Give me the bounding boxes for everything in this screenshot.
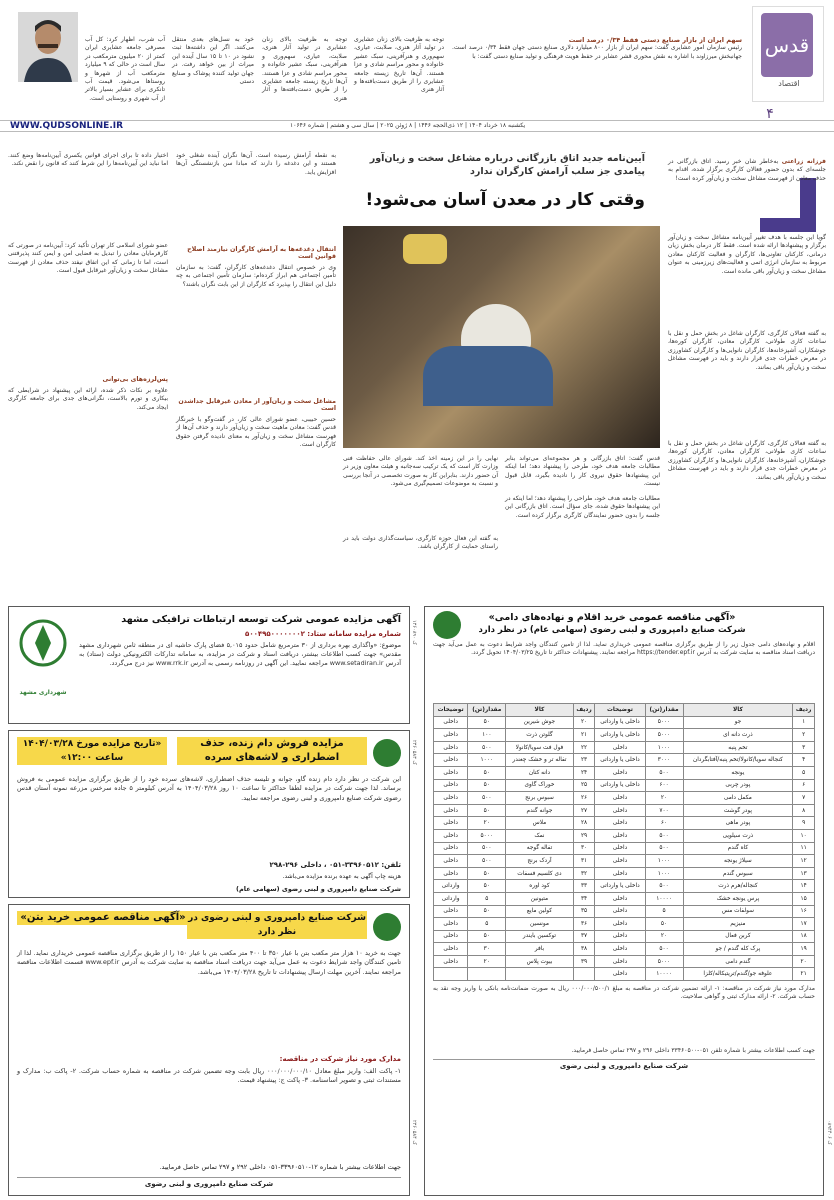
table-cell: ۱۶ bbox=[793, 905, 815, 918]
table-cell: ۲۰ bbox=[645, 792, 683, 805]
table-cell: ۳۰ bbox=[468, 943, 506, 956]
table-row bbox=[434, 892, 815, 905]
table-cell: داخلی bbox=[595, 955, 645, 968]
table-cell: ۵۰ bbox=[468, 930, 506, 943]
table-cell: ذرت دانه ای bbox=[683, 729, 793, 742]
table-header: ردیف bbox=[793, 704, 815, 717]
table-cell: ۹ bbox=[793, 817, 815, 830]
table-cell: داخلی bbox=[595, 968, 645, 981]
table-cell: پودر چربی bbox=[683, 779, 793, 792]
dateline: یکشنبه ۱۸ خرداد ۱۴۰۴ | ۱۲ ذی‌الحجه ۱۴۴۶ | ۸ ژوئن ۲۰۲۵ | سال سی و هشتم | شماره ۱۰۶۴۶ bbox=[290, 122, 526, 129]
table-row bbox=[434, 842, 815, 855]
table-cell: ۵۰۰ bbox=[468, 741, 506, 754]
table-cell: ۱۴ bbox=[793, 880, 815, 893]
table-cell: داخلی bbox=[434, 729, 468, 742]
table-cell: علوفه جو/گندم/تریتیکاله/کلزا bbox=[683, 968, 793, 981]
table-cell: ۲ bbox=[793, 729, 815, 742]
table-cell bbox=[573, 968, 595, 981]
company-emblem-3 bbox=[373, 913, 401, 941]
tender-signature: شرکت صنایع دامپروری و لبنی رضوی bbox=[433, 1059, 815, 1070]
table-cell: تخم پنبه bbox=[683, 741, 793, 754]
table-cell: ۵۰۰ bbox=[645, 842, 683, 855]
table-cell: ۵۰ bbox=[645, 918, 683, 931]
table-cell bbox=[506, 968, 573, 981]
table-cell: خوراک گاوی bbox=[506, 779, 573, 792]
table-cell: ۵۰۰ bbox=[645, 829, 683, 842]
table-cell: گلوتن ذرت bbox=[506, 729, 573, 742]
table-cell: کود اوره bbox=[506, 880, 573, 893]
concrete-body: جهت به خرید ۱۰ هزار متر مکعب بتن با عیار ۳۵۰ تا ۴۰۰ متر مکعب بتن با عیار ۱۵۰ را از طریق برگزاری مناقصه عمومی خریداری نماید. لذا از تامین کنندگان واجد شرایط دعوت به عمل می‌آید جهت دریافت اسناد مناقصه به سایت شرکت به آدرس www.epf.ir قسمت اطلاعات مناقصه مراجعه نمایند. آخرین مهلت ارسال پیشنهادات تا تاریخ ۱۴۰۴/۰۳/۲۸ می‌باشد. bbox=[17, 949, 402, 976]
top-news-lead: سهم ایران از بازار صنایع دستی فقط ۰/۳۴ درصد است bbox=[568, 36, 742, 44]
table-cell: ۲۶ bbox=[573, 792, 595, 805]
table-cell: وارداتی bbox=[434, 892, 468, 905]
table-row bbox=[434, 968, 815, 981]
shirt bbox=[423, 346, 553, 406]
table-cell: ۲۰ bbox=[468, 817, 506, 830]
table-cell: داخلی bbox=[434, 955, 468, 968]
table-cell: داخلی یا وارداتی bbox=[595, 729, 645, 742]
table-cell: داخلی bbox=[434, 766, 468, 779]
article-col5-p1: اختیار داده تا برای اجرای قوانین یکسری آیین‌نامه‌ها وضع کنند. اما نباید این آیین‌نامه‌ها را این شرط کنند که قانون را نقض نکند. bbox=[8, 152, 168, 168]
table-cell: جوانه گندم bbox=[506, 804, 573, 817]
table-cell: ۳۵ bbox=[573, 905, 595, 918]
table-cell: ۲۸ bbox=[573, 817, 595, 830]
table-row bbox=[434, 792, 815, 805]
table-cell: ۶۰۰ bbox=[645, 779, 683, 792]
table-cell: تفاله تر و خشک چغندر bbox=[506, 754, 573, 767]
table-cell: ۱۰۰۰ bbox=[645, 855, 683, 868]
table-cell: داخلی bbox=[434, 918, 468, 931]
sale-contact: تلفن: ۳۳۹۶۰۵۱۲-۰۵۱ ، داخلی ۲۹۶-۲۹۸ bbox=[269, 861, 401, 869]
table-cell: ۱۰ bbox=[793, 829, 815, 842]
table-cell bbox=[468, 968, 506, 981]
table-cell: سبوس برنج bbox=[506, 792, 573, 805]
table-row bbox=[434, 779, 815, 792]
table-cell: ۳۰ bbox=[573, 842, 595, 855]
table-cell: داخلی bbox=[595, 817, 645, 830]
article-col4-p3: حسین حبیبی، عضو شورای عالی کار، در گفت‌وگو با خبرنگار قدس گفت: معادن ماهیت سخت و زیان‌آور دارند و حذف آن‌ها از فهرست مشاغل سخت و زیان‌آور به معنای نادیده گرفتن حقوق کارگران است. bbox=[176, 416, 336, 449]
concrete-doc-title: مدارک مورد نیاز شرکت در مناقصه: bbox=[279, 1055, 401, 1063]
table-cell: ۵۰۰۰ bbox=[468, 829, 506, 842]
table-header: ردیف bbox=[573, 704, 595, 717]
concrete-code: ک ۲۳۶۰۵۸۴ bbox=[411, 1120, 417, 1145]
table-cell: ۲۰ bbox=[793, 955, 815, 968]
table-cell: داخلی bbox=[434, 804, 468, 817]
table-cell: ۵۰۰۰ bbox=[645, 955, 683, 968]
table-cell: ۱۸ bbox=[793, 930, 815, 943]
table-cell: ۵ bbox=[468, 918, 506, 931]
table-cell: ۱۳ bbox=[793, 867, 815, 880]
miner-photo bbox=[343, 226, 660, 448]
tender-code: ک ۰۸۹۴۴۰۶ bbox=[826, 1120, 832, 1145]
article-col-5 bbox=[8, 152, 168, 588]
table-cell: سولفات مس bbox=[683, 905, 793, 918]
table-header: مقدار(تن) bbox=[645, 704, 683, 717]
table-cell: ۱۲ bbox=[793, 855, 815, 868]
mashhad-ref: شماره مزایده سامانه ستاد: ۵۰۰۴۹۵۰۰۰۰۰۰۰۲ bbox=[245, 630, 401, 638]
table-cell: داخلی bbox=[595, 829, 645, 842]
table-cell: ۲۰ bbox=[573, 716, 595, 729]
table-row bbox=[434, 804, 815, 817]
logo-mark: قدس bbox=[761, 13, 813, 77]
table-cell: ۶ bbox=[793, 779, 815, 792]
table-cell: داخلی bbox=[595, 741, 645, 754]
table-cell: ۵۰ bbox=[468, 716, 506, 729]
table-row bbox=[434, 955, 815, 968]
table-cell: داخلی bbox=[595, 855, 645, 868]
table-cell: داخلی bbox=[434, 779, 468, 792]
table-cell: داخلی یا وارداتی bbox=[595, 880, 645, 893]
tender-company: شرکت صنایع دامپروری و لبنی رضوی (سهامی عام) در نظر دارد bbox=[478, 625, 746, 635]
table-cell: داخلی bbox=[434, 792, 468, 805]
table-header: کالا bbox=[506, 704, 573, 717]
article-subhead-3: پس‌لرزه‌های بی‌توانی bbox=[102, 376, 168, 383]
table-cell: متیونین bbox=[506, 892, 573, 905]
helmet bbox=[461, 304, 531, 350]
table-cell: ۸ bbox=[793, 804, 815, 817]
table-cell: تفاله گوجه bbox=[506, 842, 573, 855]
company-emblem-2 bbox=[373, 739, 401, 767]
table-cell: ۲۰ bbox=[468, 955, 506, 968]
table-cell: جو bbox=[683, 716, 793, 729]
table-cell: ۳۸ bbox=[573, 943, 595, 956]
table-cell: فول فت سویا/کانولا bbox=[506, 741, 573, 754]
table-cell: داخلی bbox=[434, 829, 468, 842]
ad-livestock-sale bbox=[8, 730, 410, 898]
table-row bbox=[434, 930, 815, 943]
table-cell: داخلی bbox=[595, 930, 645, 943]
table-cell: داخلی bbox=[434, 817, 468, 830]
article-col2-p1: قدس گفت: اتاق بازرگانی و هر مجموعه‌ای می‌تواند بنابر مطالبات جامعه هدف خود، طرحی را پیشنهاد دهد؛ اما اینکه این پیشنهادها حقوق نیروی کار را نادیده بگیرد، قابل قبول نیست. bbox=[505, 455, 660, 488]
table-cell: ۲۱ bbox=[793, 968, 815, 981]
table-cell: ۳۴ bbox=[573, 892, 595, 905]
company-emblem bbox=[433, 611, 461, 639]
table-cell: یونجه bbox=[683, 766, 793, 779]
table-cell: ۲۹ bbox=[573, 829, 595, 842]
mashhad-logo-text: شهرداری مشهد bbox=[19, 689, 67, 696]
table-cell: ۵۰۰ bbox=[468, 842, 506, 855]
website-url[interactable]: WWW.QUDSONLINE.IR bbox=[10, 121, 124, 131]
sale-signature: شرکت صنایع دامپروری و لبنی رضوی (سهامی عام) bbox=[236, 885, 401, 893]
table-cell: جوش شیرین bbox=[506, 716, 573, 729]
table-cell: ۳۰۰۰ bbox=[645, 754, 683, 767]
ad-concrete-tender bbox=[8, 904, 410, 1196]
mashhad-title: آگهی مزایده عمومی شرکت توسعه ارتباطات ترافیکی مشهد bbox=[121, 614, 401, 625]
table-cell: داخلی یا وارداتی bbox=[595, 716, 645, 729]
table-header: مقدار(تن) bbox=[468, 704, 506, 717]
concrete-docs: ۱- پاکت الف: واریز مبلغ معادل ۰۰۰/۰۰۰/۰۰۰/۱۰ ریال بابت وجه تضمین شرکت در مناقصه به شماره حساب شرکت. ۲- پاکت ب: مدارک و مستندات ثبتی و تصویر اساسنامه. ۳- پاکت ج: پیشنهاد قیمت. bbox=[17, 1067, 401, 1085]
table-cell: داخلی bbox=[595, 867, 645, 880]
article-kicker: آیین‌نامه جدید اتاق بازرگانی درباره مشاغل سخت و زیان‌آور پیامدی جز سلب آرامش کارگران ندارد bbox=[369, 153, 645, 177]
concrete-title: «آگهی مناقصه عمومی خرید بتن» bbox=[17, 911, 189, 925]
table-cell: ۲۰ bbox=[645, 930, 683, 943]
mashhad-logo bbox=[15, 615, 71, 715]
article-p2: گویا این جلسه با هدف تغییر آیین‌نامه مشاغل سخت و زیان‌آور برگزار و پیشنهادها ارائه شده است. فقط کار درمان بخش زیان درمانی، کارکنان تعاونی‌ها، کارگران و فعالیت کارکنان معادن مربوط به سازمان انرژی اتمی و فعالیت‌های زیرزمینی به عنوان مشاغل سخت و زیان‌آور باقی مانده است. bbox=[668, 234, 826, 275]
table-cell: داخلی bbox=[595, 892, 645, 905]
table-row bbox=[434, 867, 815, 880]
table-cell: ۷ bbox=[793, 792, 815, 805]
article-p3: به گفته فعالان کارگری، کارگران شاغل در بخش حمل و نقل با ساعات کاری طولانی، کارگران معادن، کارگران کوره‌ها، جوشکاران، آشپزخانه‌ها، کارگران نانوایی‌ها و کارگران کشاورزی در معرض خطرات جدی قرار دارند و باید در فهرست مشاغل سخت و زیان‌آور باقی بمانند. bbox=[668, 330, 826, 371]
section-name: اقتصاد bbox=[778, 79, 800, 88]
sale-body: این شرکت در نظر دارد دام زنده گاو، جوانه و تلیسه حذف اضطراری، لاشه‌های سرده خود را از طریق برگزاری مزایده عمومی به فروش برساند. لذا جهت شرکت در مزایده لطفا حداکثر تا ساعت ۱۰ روز ۱۴۰۴/۰۳/۲۸ به آدرس کیلومتر ۵ جاده سرخس مزرعه نمونه آستان قدس رضوی شرکت صنایع دامپروری و لبنی رضوی مراجعه نمایید. bbox=[17, 775, 401, 802]
table-cell: ۱ bbox=[793, 716, 815, 729]
table-row bbox=[434, 855, 815, 868]
table-cell: ۳۷ bbox=[573, 930, 595, 943]
table-cell: ۳ bbox=[793, 741, 815, 754]
concrete-signature: شرکت صنایع دامپروری و لبنی رضوی bbox=[17, 1177, 401, 1188]
tender-items-table bbox=[433, 703, 815, 981]
table-cell: ۲۷ bbox=[573, 804, 595, 817]
table-cell: وارداتی bbox=[434, 880, 468, 893]
table-cell: ذرت سیلویی bbox=[683, 829, 793, 842]
table-row bbox=[434, 766, 815, 779]
table-cell: پرس یونجه خشک bbox=[683, 892, 793, 905]
table-row bbox=[434, 905, 815, 918]
table-cell: داخلی bbox=[595, 766, 645, 779]
article-headline: وقتی کار در معدن آسان می‌شود! bbox=[365, 190, 645, 210]
table-cell: ۵۰ bbox=[468, 905, 506, 918]
tender-contact: جهت کسب اطلاعات بیشتر با شماره تلفن ۰۵۱-۳۳۴۶۰۵۰۰ داخلی ۲۹۶ و ۲۹۷ تماس حاصل فرمایید. bbox=[571, 1047, 815, 1055]
table-row bbox=[434, 829, 815, 842]
table-cell: ۳۳ bbox=[573, 880, 595, 893]
table-cell: گندم دامی bbox=[683, 955, 793, 968]
table-cell: داخلی bbox=[595, 842, 645, 855]
table-cell: داخلی bbox=[434, 943, 468, 956]
table-cell: سبوس گندم bbox=[683, 867, 793, 880]
article-col3-p2: به گفته این فعال حوزه کارگری، سیاست‌گذاری دولت باید در راستای حمایت از کارگران باشد. bbox=[343, 535, 498, 551]
table-cell: ۵۰ bbox=[468, 880, 506, 893]
article-p1: به‌خاطر شان خبر رسید. اتاق بازرگانی در جلسه‌ای که بدون حضور فعالان کارگری برگزار شده، اقدام به حذف معادن از فهرست مشاغل سخت و زیان‌آور کرده است! bbox=[668, 158, 826, 182]
mashhad-code: ک ۱۳۶۰۸۹۰ bbox=[411, 620, 417, 645]
table-cell: ۴ bbox=[793, 754, 815, 767]
table-cell: داخلی bbox=[434, 754, 468, 767]
table-cell: ۳۱ bbox=[573, 855, 595, 868]
table-cell: مکمل دامی bbox=[683, 792, 793, 805]
table-cell: دی کلسیم فسفات bbox=[506, 867, 573, 880]
table-cell bbox=[434, 968, 468, 981]
table-cell: ۱۰۰۰۰ bbox=[645, 892, 683, 905]
table-cell: ۵۰ bbox=[468, 779, 506, 792]
table-cell: ۵۰۰ bbox=[468, 792, 506, 805]
table-cell: داخلی یا وارداتی bbox=[595, 754, 645, 767]
table-cell: ۵۰۰ bbox=[468, 855, 506, 868]
article-subhead-1: انتقال دغدغه‌ها به آرامش کارگران نیازمند اصلاح قوانین است bbox=[187, 246, 336, 260]
ad-livestock-tender bbox=[424, 606, 824, 1196]
table-cell: ۵ bbox=[645, 905, 683, 918]
sale-code: ک ۲۳۶۰۵۸۳ bbox=[411, 740, 417, 765]
table-row bbox=[434, 716, 815, 729]
sale-note: هزینه چاپ آگهی به عهده برنده مزایده می‌باشد. bbox=[282, 873, 401, 880]
article-col-1 bbox=[668, 158, 826, 588]
top-news bbox=[452, 36, 742, 102]
glove bbox=[403, 234, 447, 264]
page-number: ۴ bbox=[766, 106, 774, 122]
table-cell: ۱۹ bbox=[793, 943, 815, 956]
article-col5-p2: عضو شورای اسلامی کار تهران تأکید کرد: آیین‌نامه در صورتی که کارفرمایان معادن را تبدیل به فضایی امن و ایمن کنند پذیرفتنی است، اما تا زمانی که این اتفاق نیفتد حذف معادن از فهرست مشاغل سخت و زیان‌آور غیرقابل قبول است. bbox=[8, 242, 168, 275]
table-cell: داخلی bbox=[595, 804, 645, 817]
table-cell: ۳۶ bbox=[573, 918, 595, 931]
table-cell: کربن فعال bbox=[683, 930, 793, 943]
table-cell: پودر گوشت bbox=[683, 804, 793, 817]
qods-logo bbox=[752, 6, 824, 102]
table-cell: کاه گندم bbox=[683, 842, 793, 855]
tender-title: «آگهی مناقصه عمومی خرید اقلام و نهاده‌های دامی» bbox=[488, 612, 736, 623]
ad-mashhad-auction bbox=[8, 606, 410, 724]
byline: فرزانه زراعتی bbox=[781, 158, 826, 165]
table-cell: نمک bbox=[506, 829, 573, 842]
table-cell: منیزیم bbox=[683, 918, 793, 931]
table-cell: ۶۰ bbox=[645, 817, 683, 830]
table-row bbox=[434, 817, 815, 830]
table-cell: داخلی bbox=[434, 930, 468, 943]
top-col-3: توجه به ظرفیت بالای زنان عشایری در تولید آثار هنری، صلابت، عیاری، سهم‌وری و هنرآفرینی، سبک عشیر خانواده و محور مراسم شادی و عزا هستند. آن‌ها تاریخ زیسته جامعه عشایری را از طریق دست‌بافته‌ها و آثار هنری bbox=[262, 36, 347, 102]
article-subhead-2: مشاغل سخت و زیان‌آور از معادن غیرقابل جداشدن است bbox=[178, 398, 336, 412]
top-col-4: خود به نسل‌های بعدی منتقل می‌کنند. اگر این داشته‌ها ثبت نشود در ۱۰ تا ۱۵ سال آینده این میراث از بین خواهد رفت. در جهان تولید کننده پوشاک و صنایع دستی bbox=[172, 36, 254, 86]
table-cell: ۵۰ bbox=[468, 766, 506, 779]
table-row bbox=[434, 741, 815, 754]
table-cell: ۱۰۰ bbox=[468, 729, 506, 742]
tender-body: اقلام و نهاده‌های دامی جدول زیر را از طریق برگزاری مناقصه عمومی خریداری نماید. لذا از تامین کنندگان واجد شرایط دعوت به عمل می‌آید جهت دریافت اسناد مناقصه به سایت شرکت به آدرس https://tender.epf.ir مراجعه نمایند. پیشنهادات حداکثر تا تاریخ ۱۴۰۴/۰۳/۲۵ تحویل گردد. bbox=[433, 641, 815, 657]
table-row bbox=[434, 754, 815, 767]
article-col2-p2: مطالبات جامعه هدف خود، طراحی را پیشنهاد دهد؛ اما اینکه در این پیشنهادها حقوق شده، جای سؤال است. اتاق بازرگانی این جلسه را بدون حضور نمایندگان کارگری برگزار کرده است. bbox=[505, 495, 660, 519]
table-cell: پودر ماهی bbox=[683, 817, 793, 830]
table-cell: ۱۰۰۰ bbox=[468, 754, 506, 767]
table-cell: ۵ bbox=[793, 766, 815, 779]
top-col-2-text: توجه به ظرفیت بالای زنان عشایری در تولید آثار هنری، صلابت، عیاری، سهم‌وری و هنرآفرینی، سبک عشیر خانواده و محور مراسم شادی و عزا هستند. آن‌ها تاریخ زیسته جامعه عشایری را از طریق دست‌بافته‌ها و آثار هنری bbox=[354, 36, 444, 94]
article-col5-p3: علاوه بر نکات ذکر شده، ارائه این پیشنهاد در شرایطی که بیکاری و تورم بالاست، نگرانی‌های جدی برای جامعه کارگری ایجاد می‌کند. bbox=[8, 387, 168, 411]
table-cell: ملاس bbox=[506, 817, 573, 830]
table-cell: داخلی bbox=[434, 905, 468, 918]
table-cell: ۵۰۰ bbox=[645, 943, 683, 956]
table-cell: داخلی bbox=[595, 943, 645, 956]
table-cell: ۲۳ bbox=[573, 754, 595, 767]
table-cell: ۵۰۰۰ bbox=[645, 716, 683, 729]
table-cell: ۱۷ bbox=[793, 918, 815, 931]
article-col-3 bbox=[343, 455, 498, 587]
article-col4-p1: به نقطه آرامش رسیده است. آن‌ها نگران آینده شغلی خود هستند و این دغدغه را دارند که مبادا سن بازنشستگی آن‌ها افزایش یابد. bbox=[176, 152, 336, 176]
table-cell: داخلی bbox=[434, 741, 468, 754]
concrete-contact: جهت اطلاعات بیشتر با شماره ۱۲-۳۳۹۶۰۵۱۰-۰۵۱ داخلی ۲۹۲ و ۲۹۷ تماس حاصل فرمایید. bbox=[159, 1163, 401, 1171]
table-cell: ۷۰۰ bbox=[645, 804, 683, 817]
table-cell: سیلاژ یونجه bbox=[683, 855, 793, 868]
table-cell: آردک برنج bbox=[506, 855, 573, 868]
table-cell: داخلی bbox=[595, 792, 645, 805]
article-col3-p1: نهایی را در این زمینه اخذ کند. شورای عالی حفاظت فنی وزارت کار است که یک ترکیب سه‌جانبه و هیئت معاون وزیر در آن حضور دارند. بنابراین کار به صورت تخصصی در آنجا بررسی و نسبت به موضوعات تصمیم‌گیری می‌شود. bbox=[343, 455, 498, 488]
table-cell: بیوت پلاس bbox=[506, 955, 573, 968]
table-header: توضیحات bbox=[434, 704, 468, 717]
table-row bbox=[434, 880, 815, 893]
table-row bbox=[434, 918, 815, 931]
table-cell: ۱۰۰۰ bbox=[645, 741, 683, 754]
table-cell: ۵۰ bbox=[468, 867, 506, 880]
table-row bbox=[434, 943, 815, 956]
table-cell: داخلی bbox=[595, 918, 645, 931]
sale-date: «تاریخ مزایده مورخ ۱۴۰۴/۰۳/۲۸ ساعت ۱۲:۰۰» bbox=[17, 737, 167, 765]
table-cell: ۳۲ bbox=[573, 867, 595, 880]
table-cell: ۱۵ bbox=[793, 892, 815, 905]
table-cell: ۲۵ bbox=[573, 779, 595, 792]
table-cell: ۲۲ bbox=[573, 741, 595, 754]
tender-table-wrap bbox=[433, 703, 815, 981]
top-news-body: رئیس سازمان امور عشایری گفت: سهم ایران از بازار ۸۰۰ میلیارد دلاری صنایع دستی جهان فقط ۰/۳۴ درصد است. جهانبخش میرزاوند با اشاره به نقش محوری قشر عشایر در حفظ هویت فرهنگی و تولید صنایع دستی گفت: با bbox=[452, 44, 743, 60]
table-cell: داخلی یا وارداتی bbox=[595, 779, 645, 792]
table-row bbox=[434, 729, 815, 742]
article-col4-p2: وی در خصوص انتقال دغدغه‌های کارگران، گفت: به سازمان تأمین اجتماعی هم ابراز کرده‌ام: سازمان تأمین اجتماعی به چه دلیل این انتقال را بپذیرد که کارگران از این بابت نگران باشند؟ bbox=[176, 264, 336, 288]
tender-docs: مدارک مورد نیاز شرکت در مناقصه: ۱- ارائه تضمین شرکت در مناقصه به مبلغ ۰۰۰/۰۰۰/۵۰۰/۱ ریال به صورت ضمانت‌نامه بانکی یا واریز وجه نقد به حساب شرکت. ۲- ارائه مدارک ثبتی و گواهی صلاحیت. bbox=[433, 985, 815, 1001]
mashhad-body: موضوع: «واگذاری بهره برداری از ۳۰ مترمربع شامل حدود ۵,۰۱۵ فضای پارک حاشیه ای در منطقه ثامن شهرداری مشهد مقدس» جهت کسب اطلاعات بیشتر، دریافت اسناد و شرکت در مزایده، به سامانه تدارکات الکترونیکی دولت (ستاد) به آدرس www.setadiran.ir مراجعه نمایید. این آگهی در روزنامه رسمی به آدرس www.rrk.ir نیز درج می‌گردد. bbox=[79, 641, 401, 667]
table-cell: ۱۰۰۰ bbox=[645, 867, 683, 880]
table-cell: داخلی bbox=[434, 867, 468, 880]
table-cell: ۵۰۰ bbox=[645, 880, 683, 893]
table-cell: کنجاله سویا/کانولا/تخم پنبه/آفتابگردان bbox=[683, 754, 793, 767]
sale-title: مزایده فروش دام زنده، حذف اضطراری و لاشه‌های سرده bbox=[177, 737, 367, 765]
table-cell: پرک کله گندم / جو bbox=[683, 943, 793, 956]
table-cell: کنجاله/هرم ذرت bbox=[683, 880, 793, 893]
mashhad-emblem-icon bbox=[15, 615, 71, 685]
article-p3b: به گفته فعالان کارگری، کارگران شاغل در بخش حمل و نقل با ساعات کاری طولانی، کارگران معادن، کارگران کوره‌ها، جوشکاران، آشپزخانه‌ها، کارگران نانوایی‌ها و کارگران کشاورزی در معرض خطرات جدی قرار دارند و باید در فهرست مشاغل سخت و زیان‌آور باقی بمانند. bbox=[668, 440, 826, 481]
table-cell: ۲۴ bbox=[573, 766, 595, 779]
table-cell: ۱۰۰۰۰ bbox=[645, 968, 683, 981]
table-cell: ۵ bbox=[468, 892, 506, 905]
top-col-2 bbox=[354, 36, 444, 94]
table-header: توضیحات bbox=[595, 704, 645, 717]
concrete-company: شرکت صنایع دامپروری و لبنی رضوی در نظر دارد bbox=[188, 913, 366, 937]
table-cell: ۱۱ bbox=[793, 842, 815, 855]
table-cell: ۵۰۰۰ bbox=[645, 729, 683, 742]
table-cell: ۵۰۰ bbox=[645, 766, 683, 779]
table-cell: ۳۹ bbox=[573, 955, 595, 968]
table-cell: توکسین بایندر bbox=[506, 930, 573, 943]
article-col-4 bbox=[176, 152, 336, 588]
table-cell: ۲۱ bbox=[573, 729, 595, 742]
table-cell: داخلی bbox=[595, 905, 645, 918]
table-cell: داخلی bbox=[434, 855, 468, 868]
table-cell: داخلی bbox=[434, 842, 468, 855]
table-cell: مونسین bbox=[506, 918, 573, 931]
table-cell: بافر bbox=[506, 943, 573, 956]
table-header: کالا bbox=[683, 704, 793, 717]
table-cell: داخلی bbox=[434, 716, 468, 729]
columnist-photo bbox=[18, 12, 78, 82]
table-cell: ۵۰ bbox=[468, 804, 506, 817]
top-col-5: آب شرب، اظهار کرد: کل آب مصرفی جامعه عشایری ایران کمتر از ۲۰ میلیون مترمکعب در سال است در حالی که ۹ میلیارد مترمکعب آب از شهرها و روستاها می‌شود. قیمت آب تانکری برای عشایر بسیار بالاتر از آب شهری و روستایی است. bbox=[85, 36, 165, 102]
table-cell: دانه کتان bbox=[506, 766, 573, 779]
table-cell: کولین مایع bbox=[506, 905, 573, 918]
article-col-2 bbox=[505, 455, 660, 587]
